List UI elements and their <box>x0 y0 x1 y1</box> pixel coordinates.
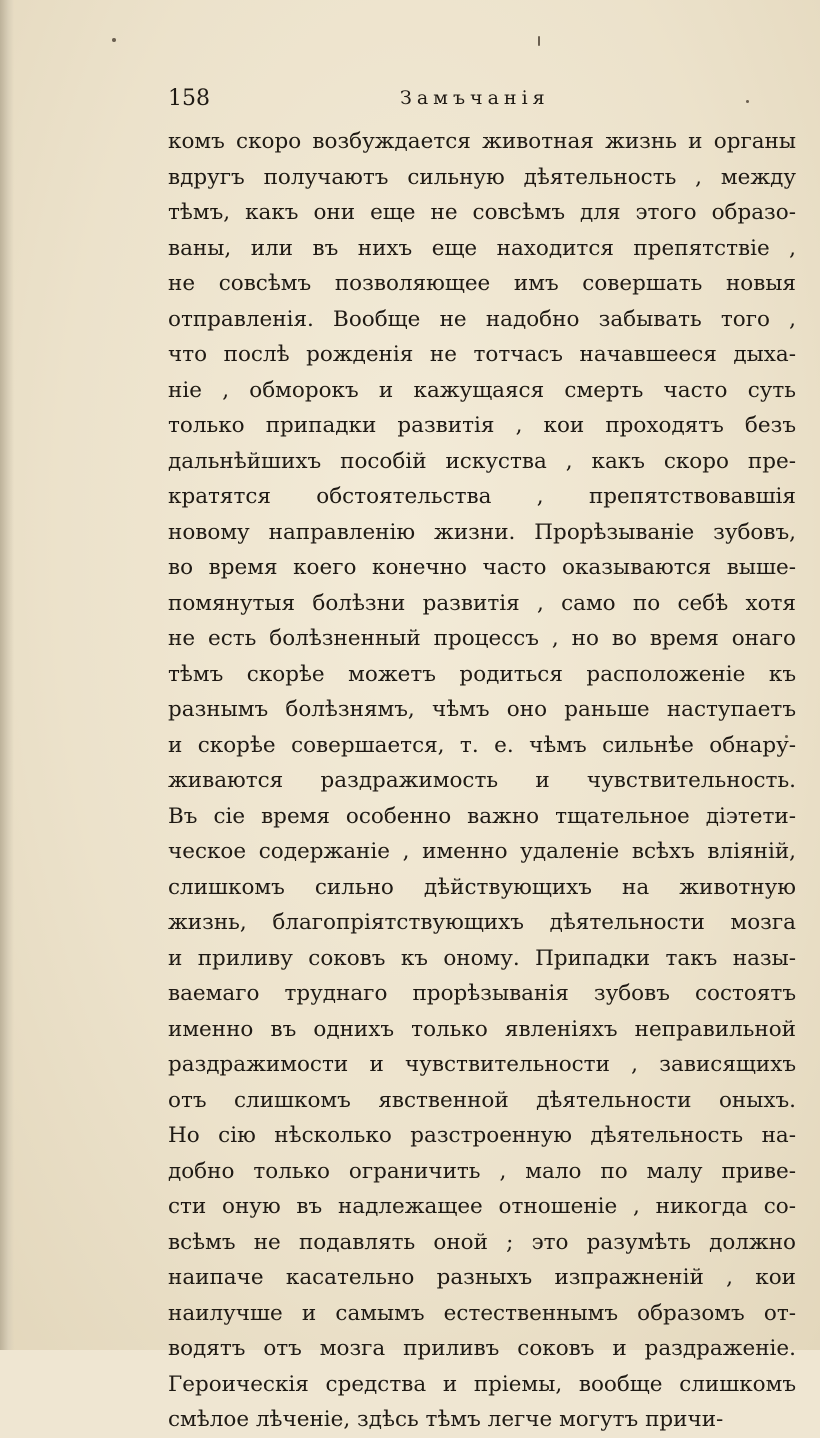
running-head-title: Замъчанія <box>400 87 550 109</box>
text-line: живаются раздражимость и чувствительность. <box>168 768 796 793</box>
text-line: и скорѣе совершается, т. е. чѣмъ сильнѣе обнару- <box>168 732 796 758</box>
text-line: всѣмъ не подавлять оной ; это разумѣть должно <box>168 1229 796 1255</box>
ink-speck <box>538 36 540 46</box>
text-line: не есть болѣзненный процессъ , но во время онаго <box>168 626 796 651</box>
body-text <box>168 124 796 1438</box>
ink-speck <box>112 38 116 42</box>
text-line: раздражимости и чувствительности , зависящихъ <box>168 1052 796 1077</box>
text-line: наилучше и самымъ естественнымъ образомъ от- <box>168 1300 796 1326</box>
text-line: Героическія средства и пріемы, вообще слишкомъ <box>168 1371 796 1397</box>
text-line: ческое содержаніе , именно удаленіе всѣхъ вліяній, <box>168 839 796 864</box>
text-line: только припадки развитія , кои проходятъ безъ <box>168 413 796 438</box>
text-line: ваны, или въ нихъ еще находится препятствіе , <box>168 235 796 261</box>
text-line: жизнь, благопріятствующихъ дѣятельности мозга <box>168 910 796 935</box>
text-line: наипаче касательно разныхъ изпражненій , кои <box>168 1265 796 1290</box>
text-line: смѣлое лѣченіе, здѣсь тѣмъ легче могутъ причи- <box>168 1407 724 1432</box>
text-line: именно въ однихъ только явленіяхъ неправильной <box>168 1016 796 1042</box>
text-line: ніе , обморокъ и кажущаяся смерть часто суть <box>168 377 796 403</box>
text-line: кратятся обстоятельства , препятствовавшія <box>168 484 796 509</box>
text-line: тѣмъ, какъ они еще не совсѣмъ для этого образо- <box>168 200 796 225</box>
text-line: сти оную въ надлежащее отношеніе , никогда со- <box>168 1194 796 1219</box>
text-line: отправленія. Вообще не надобно забывать того , <box>168 306 796 332</box>
text-line: не совсѣмъ позволяющее имъ совершать новыя <box>168 271 796 296</box>
text-line: во время коего конечно часто оказываются выше- <box>168 555 796 580</box>
text-line: ваемаго труднаго прорѣзыванія зубовъ состоятъ <box>168 981 796 1006</box>
text-line: Но сію нѣсколько разстроенную дѣятельность на- <box>168 1123 796 1148</box>
text-line: добно только ограничить , мало по малу приве- <box>168 1158 796 1184</box>
text-line: отъ слишкомъ явственной дѣятельности оныхъ. <box>168 1087 796 1113</box>
text-line: что послѣ рожденія не тотчасъ начавшееся дыха- <box>168 342 796 367</box>
text-line: новому направленію жизни. Прорѣзываніе зубовъ, <box>168 519 796 545</box>
page-edge-shadow <box>0 0 14 1350</box>
text-line: и приливу соковъ къ оному. Припадки такъ назы- <box>168 945 796 971</box>
text-line: комъ скоро возбуждается животная жизнь и органы <box>168 129 796 154</box>
running-head <box>168 86 794 116</box>
text-line: помянутыя болѣзни развитія , само по себѣ хотя <box>168 590 796 616</box>
text-line: вдругъ получаютъ сильную дѣятельность , между <box>168 164 796 190</box>
text-line: разнымъ болѣзнямъ, чѣмъ оно раньше наступаетъ <box>168 697 796 722</box>
text-line: Въ сіе время особенно важно тщательное діэтети- <box>168 803 796 829</box>
text-line: тѣмъ скорѣе можетъ родиться расположеніе къ <box>168 661 796 687</box>
text-line: водятъ отъ мозга приливъ соковъ и раздраженіе. <box>168 1336 796 1361</box>
page-number: 158 <box>168 86 210 111</box>
text-line: слишкомъ сильно дѣйствующихъ на животную <box>168 874 796 900</box>
text-line: дальнѣйшихъ пособій искуства , какъ скоро пре- <box>168 448 796 474</box>
